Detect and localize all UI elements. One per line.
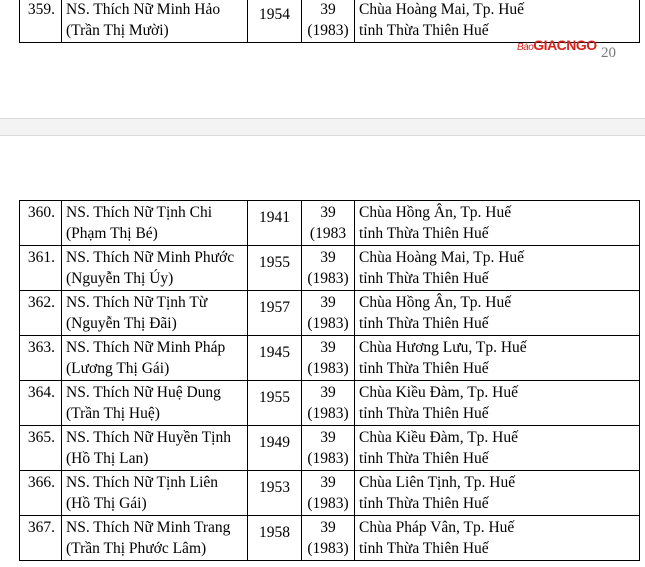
table-row bbox=[20, 426, 640, 471]
birth-year: 1955 bbox=[248, 246, 302, 291]
age-year: (1983) bbox=[307, 22, 349, 39]
row-number: 360. bbox=[20, 201, 62, 246]
temple-cell bbox=[355, 246, 640, 291]
province: tỉnh Thừa Thiên Huế bbox=[359, 360, 489, 377]
birth-year: 1954 bbox=[248, 0, 302, 43]
temple-cell bbox=[355, 426, 640, 471]
name-cell bbox=[62, 426, 248, 471]
dharma-name: NS. Thích Nữ Minh Pháp bbox=[66, 339, 226, 356]
dharma-name: NS. Thích Nữ Huyền Tịnh bbox=[66, 429, 231, 446]
age: 39 bbox=[320, 249, 336, 266]
name-cell bbox=[62, 381, 248, 426]
table-row bbox=[20, 471, 640, 516]
dharma-name: NS. Thích Nữ Minh Hảo bbox=[66, 1, 221, 18]
dharma-name: NS. Thích Nữ Minh Trang bbox=[66, 519, 231, 536]
row-number: 366. bbox=[20, 471, 62, 516]
dharma-name: NS. Thích Nữ Tịnh Từ bbox=[66, 294, 208, 311]
temple-cell bbox=[355, 336, 640, 381]
dharma-name: NS. Thích Nữ Minh Phước bbox=[66, 249, 235, 266]
giacngo-watermark: BáoGIACNGO bbox=[517, 37, 597, 53]
name-cell bbox=[62, 0, 248, 43]
name-cell bbox=[62, 246, 248, 291]
birth-year: 1945 bbox=[248, 336, 302, 381]
temple: Chùa Hồng Ân, Tp. Huế bbox=[359, 204, 512, 221]
birth-year: 1955 bbox=[248, 381, 302, 426]
row-number: 362. bbox=[20, 291, 62, 336]
age-year: (1983) bbox=[307, 360, 349, 377]
lay-name: (Nguyễn Thị Úy) bbox=[66, 270, 174, 287]
province: tỉnh Thừa Thiên Huế bbox=[359, 225, 489, 242]
lay-name: (Nguyễn Thị Đãi) bbox=[66, 315, 177, 332]
name-cell bbox=[62, 471, 248, 516]
page-separator bbox=[0, 118, 645, 136]
table-row bbox=[20, 516, 640, 561]
table-row bbox=[20, 246, 640, 291]
age-cell bbox=[302, 381, 355, 426]
temple: Chùa Hoàng Mai, Tp. Huế bbox=[359, 249, 525, 266]
age: 39 bbox=[320, 204, 336, 221]
table-row bbox=[20, 336, 640, 381]
temple: Chùa Liên Tịnh, Tp. Huế bbox=[359, 474, 516, 491]
age-cell bbox=[302, 201, 355, 246]
age-year: (1983) bbox=[307, 315, 349, 332]
temple-cell bbox=[355, 471, 640, 516]
row-number: 367. bbox=[20, 516, 62, 561]
lay-name: (Trần Thị Phước Lâm) bbox=[66, 540, 207, 557]
age-cell bbox=[302, 291, 355, 336]
age-year: (1983 bbox=[309, 225, 347, 242]
table-row bbox=[20, 201, 640, 246]
row-number: 361. bbox=[20, 246, 62, 291]
temple: Chùa Hồng Ân, Tp. Huế bbox=[359, 294, 512, 311]
age: 39 bbox=[320, 294, 336, 311]
lay-name: (Hồ Thị Lan) bbox=[66, 450, 149, 467]
temple-cell bbox=[355, 291, 640, 336]
temple: Chùa Kiều Đàm, Tp. Huế bbox=[359, 384, 518, 401]
row-number: 359. bbox=[20, 0, 62, 43]
age-year: (1983) bbox=[307, 270, 349, 287]
age-year: (1983) bbox=[307, 540, 349, 557]
age: 39 bbox=[320, 1, 336, 18]
province: tỉnh Thừa Thiên Huế bbox=[359, 315, 489, 332]
lay-name: (Trần Thị Mười) bbox=[66, 22, 169, 39]
monk-list-table bbox=[19, 200, 640, 561]
temple: Chùa Hương Lưu, Tp. Huế bbox=[359, 339, 527, 356]
province: tỉnh Thừa Thiên Huế bbox=[359, 540, 489, 557]
age: 39 bbox=[320, 339, 336, 356]
temple: Chùa Kiều Đàm, Tp. Huế bbox=[359, 429, 518, 446]
name-cell bbox=[62, 201, 248, 246]
age: 39 bbox=[320, 519, 336, 536]
age-cell bbox=[302, 0, 355, 43]
table-row bbox=[20, 381, 640, 426]
birth-year: 1941 bbox=[248, 201, 302, 246]
lay-name: (Hồ Thị Gái) bbox=[66, 495, 147, 512]
province: tỉnh Thừa Thiên Huế bbox=[359, 405, 489, 422]
province: tỉnh Thừa Thiên Huế bbox=[359, 22, 489, 39]
temple-cell bbox=[355, 201, 640, 246]
dharma-name: NS. Thích Nữ Tịnh Liên bbox=[66, 474, 219, 491]
dharma-name: NS. Thích Nữ Huệ Dung bbox=[66, 384, 221, 401]
row-number: 363. bbox=[20, 336, 62, 381]
row-number: 365. bbox=[20, 426, 62, 471]
temple: Chùa Pháp Vân, Tp. Huế bbox=[359, 519, 515, 536]
age-cell bbox=[302, 516, 355, 561]
province: tỉnh Thừa Thiên Huế bbox=[359, 270, 489, 287]
dharma-name: NS. Thích Nữ Tịnh Chi bbox=[66, 204, 213, 221]
birth-year: 1957 bbox=[248, 291, 302, 336]
age: 39 bbox=[320, 384, 336, 401]
age-cell bbox=[302, 246, 355, 291]
lay-name: (Phạm Thị Bé) bbox=[66, 225, 158, 242]
lay-name: (Lương Thị Gái) bbox=[66, 360, 170, 377]
age: 39 bbox=[320, 474, 336, 491]
age-year: (1983) bbox=[307, 495, 349, 512]
age-year: (1983) bbox=[307, 405, 349, 422]
row-number: 364. bbox=[20, 381, 62, 426]
temple: Chùa Hoàng Mai, Tp. Huế bbox=[359, 1, 525, 18]
age: 39 bbox=[320, 429, 336, 446]
page-number: 20 bbox=[601, 45, 616, 61]
temple-cell bbox=[355, 516, 640, 561]
province: tỉnh Thừa Thiên Huế bbox=[359, 495, 489, 512]
age-cell bbox=[302, 426, 355, 471]
province: tỉnh Thừa Thiên Huế bbox=[359, 450, 489, 467]
table-row bbox=[20, 291, 640, 336]
name-cell bbox=[62, 336, 248, 381]
age-year: (1983) bbox=[307, 450, 349, 467]
lay-name: (Trần Thị Huệ) bbox=[66, 405, 160, 422]
temple-cell bbox=[355, 381, 640, 426]
birth-year: 1949 bbox=[248, 426, 302, 471]
birth-year: 1953 bbox=[248, 471, 302, 516]
age-cell bbox=[302, 336, 355, 381]
birth-year: 1958 bbox=[248, 516, 302, 561]
name-cell bbox=[62, 291, 248, 336]
age-cell bbox=[302, 471, 355, 516]
name-cell bbox=[62, 516, 248, 561]
